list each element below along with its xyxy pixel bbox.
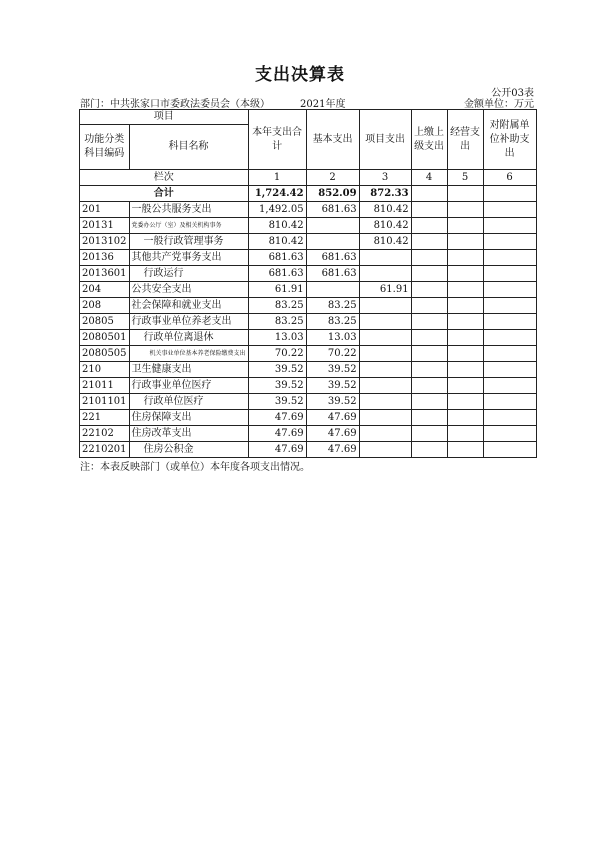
row-project — [359, 442, 411, 458]
year-label: 2021年度 — [300, 99, 346, 110]
row-project: 61.91 — [359, 282, 411, 298]
total-project: 872.33 — [359, 186, 411, 202]
table-row — [80, 362, 537, 378]
table-row — [80, 282, 537, 298]
row-total: 681.63 — [248, 250, 306, 266]
expenditure-table — [79, 109, 537, 458]
row-total: 39.52 — [248, 362, 306, 378]
row-project — [359, 330, 411, 346]
row-name: 机关事业单位基本养老保险缴费支出 — [129, 346, 248, 362]
row-total: 61.91 — [248, 282, 306, 298]
row-basic: 70.22 — [306, 346, 359, 362]
table-row — [80, 426, 537, 442]
row-basic: 13.03 — [306, 330, 359, 346]
table-row — [80, 442, 537, 458]
row-project: 810.42 — [359, 202, 411, 218]
meta-line — [80, 95, 534, 109]
col-num: 4 — [411, 170, 447, 186]
row-project — [359, 298, 411, 314]
total-label: 合计 — [80, 186, 249, 202]
header-business: 经营支出 — [447, 110, 483, 170]
row-project — [359, 250, 411, 266]
col-num: 5 — [447, 170, 483, 186]
page-title: 支出决算表 — [255, 65, 345, 85]
row-basic: 83.25 — [306, 298, 359, 314]
row-code: 20136 — [80, 250, 130, 266]
row-name: 住房改革支出 — [129, 426, 248, 442]
row-project — [359, 426, 411, 442]
row-basic: 681.63 — [306, 202, 359, 218]
row-total: 39.52 — [248, 394, 306, 410]
row-code: 2210201 — [80, 442, 130, 458]
total-basic: 852.09 — [306, 186, 359, 202]
row-code: 208 — [80, 298, 130, 314]
row-name: 行政运行 — [129, 266, 248, 282]
row-code: 2013102 — [80, 234, 130, 250]
row-project — [359, 378, 411, 394]
header-total: 本年支出合计 — [248, 110, 306, 170]
row-name: 社会保障和就业支出 — [129, 298, 248, 314]
row-name: 住房保障支出 — [129, 410, 248, 426]
col-num: 1 — [248, 170, 306, 186]
row-basic: 681.63 — [306, 266, 359, 282]
row-total: 681.63 — [248, 266, 306, 282]
row-name: 行政单位离退休 — [129, 330, 248, 346]
row-code: 20805 — [80, 314, 130, 330]
table-code: 公开03表 — [491, 88, 534, 99]
row-basic: 39.52 — [306, 394, 359, 410]
row-project: 810.42 — [359, 234, 411, 250]
row-name: 党委办公厅（室）及相关机构事务 — [129, 218, 248, 234]
header-item: 项目 — [80, 110, 249, 125]
table-row — [80, 314, 537, 330]
row-code: 21011 — [80, 378, 130, 394]
row-total: 47.69 — [248, 442, 306, 458]
table-row — [80, 250, 537, 266]
header-basic: 基本支出 — [306, 110, 359, 170]
row-code: 2101101 — [80, 394, 130, 410]
row-basic: 83.25 — [306, 314, 359, 330]
col-num: 6 — [483, 170, 536, 186]
table-row — [80, 410, 537, 426]
table-row — [80, 218, 537, 234]
row-code: 201 — [80, 202, 130, 218]
row-total: 70.22 — [248, 346, 306, 362]
row-basic — [306, 218, 359, 234]
row-project — [359, 346, 411, 362]
row-total: 39.52 — [248, 378, 306, 394]
total-total: 1,724.42 — [248, 186, 306, 202]
row-basic: 47.69 — [306, 426, 359, 442]
table-row — [80, 298, 537, 314]
row-name: 其他共产党事务支出 — [129, 250, 248, 266]
header-subsidy: 对附属单位补助支出 — [483, 110, 536, 170]
row-project — [359, 362, 411, 378]
row-name: 行政事业单位养老支出 — [129, 314, 248, 330]
row-name: 行政单位医疗 — [129, 394, 248, 410]
header-project: 项目支出 — [359, 110, 411, 170]
row-total: 13.03 — [248, 330, 306, 346]
row-name: 行政事业单位医疗 — [129, 378, 248, 394]
header-func-code: 功能分类科目编码 — [80, 125, 130, 170]
row-project — [359, 266, 411, 282]
row-code: 2080501 — [80, 330, 130, 346]
row-project — [359, 394, 411, 410]
col-num: 3 — [359, 170, 411, 186]
row-code: 2080505 — [80, 346, 130, 362]
total-row — [80, 186, 537, 202]
row-name: 住房公积金 — [129, 442, 248, 458]
row-code: 221 — [80, 410, 130, 426]
row-total: 1,492.05 — [248, 202, 306, 218]
row-total: 810.42 — [248, 234, 306, 250]
table-row — [80, 346, 537, 362]
row-basic: 47.69 — [306, 442, 359, 458]
row-total: 47.69 — [248, 410, 306, 426]
row-code: 2013601 — [80, 266, 130, 282]
table-row — [80, 202, 537, 218]
row-project: 810.42 — [359, 218, 411, 234]
unit-label: 金额单位：万元 — [464, 99, 534, 110]
row-total: 810.42 — [248, 218, 306, 234]
row-total: 83.25 — [248, 298, 306, 314]
row-total: 47.69 — [248, 426, 306, 442]
row-total: 83.25 — [248, 314, 306, 330]
header-col-index: 栏次 — [80, 170, 249, 186]
row-name: 公共安全支出 — [129, 282, 248, 298]
row-code: 22102 — [80, 426, 130, 442]
table-row — [80, 330, 537, 346]
row-basic: 39.52 — [306, 378, 359, 394]
header-subject-name: 科目名称 — [129, 125, 248, 170]
row-name: 卫生健康支出 — [129, 362, 248, 378]
header-upper: 上缴上级支出 — [411, 110, 447, 170]
row-project — [359, 410, 411, 426]
table-row — [80, 234, 537, 250]
row-code: 20131 — [80, 218, 130, 234]
row-basic: 39.52 — [306, 362, 359, 378]
row-basic: 47.69 — [306, 410, 359, 426]
table-row — [80, 394, 537, 410]
row-basic — [306, 282, 359, 298]
row-name: 一般公共服务支出 — [129, 202, 248, 218]
table-row — [80, 266, 537, 282]
row-project — [359, 314, 411, 330]
department-label: 部门：中共张家口市委政法委员会（本级） — [80, 99, 270, 110]
table-note: 注：本表反映部门（或单位）本年度各项支出情况。 — [80, 462, 310, 473]
row-code: 210 — [80, 362, 130, 378]
table-row — [80, 378, 537, 394]
row-name: 一般行政管理事务 — [129, 234, 248, 250]
col-num: 2 — [306, 170, 359, 186]
row-code: 204 — [80, 282, 130, 298]
row-basic: 681.63 — [306, 250, 359, 266]
row-basic — [306, 234, 359, 250]
